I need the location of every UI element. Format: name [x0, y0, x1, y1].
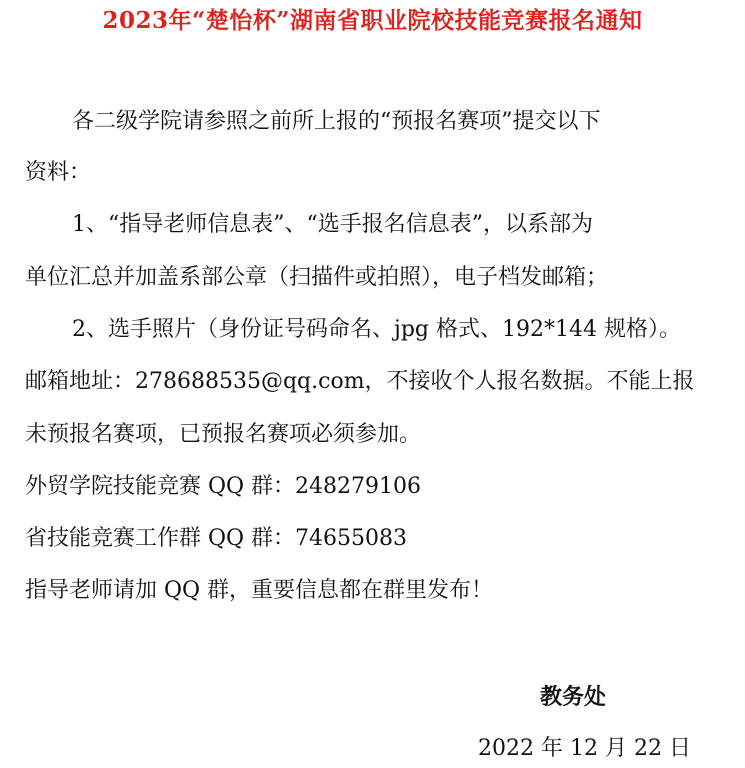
qq-group-instruction: 指导老师请加 QQ 群，重要信息都在群里发布！ — [25, 578, 494, 603]
item-1-line-1: 1、“指导老师信息表”、“选手报名信息表”，以系部为 — [72, 212, 593, 237]
notice-title: 2023年“楚怡杯”湖南省职业院校技能竞赛报名通知 — [102, 7, 643, 34]
qq-group-provincial: 省技能竞赛工作群 QQ 群：74655083 — [25, 526, 408, 551]
signature-office: 教务处 — [540, 684, 607, 710]
paragraph-line-1: 各二级学院请参照之前所上报的“预报名赛项”提交以下 — [72, 109, 601, 134]
item-1-line-2: 单位汇总并加盖系部公章（扫描件或拍照），电子档发邮箱； — [25, 265, 609, 290]
email-line: 邮箱地址：278688535@qq.com，不接收个人报名数据。不能上报 — [25, 369, 695, 394]
signature-date: 2022 年 12 月 22 日 — [478, 736, 691, 761]
qq-group-trade-college: 外贸学院技能竞赛 QQ 群：248279106 — [25, 474, 422, 499]
item-2-line: 2、选手照片（身份证号码命名、jpg 格式、192*144 规格）。 — [72, 317, 681, 342]
email-line-continued: 未预报名赛项，已预报名赛项必须参加。 — [25, 422, 422, 447]
paragraph-line-2: 资料： — [25, 160, 92, 185]
